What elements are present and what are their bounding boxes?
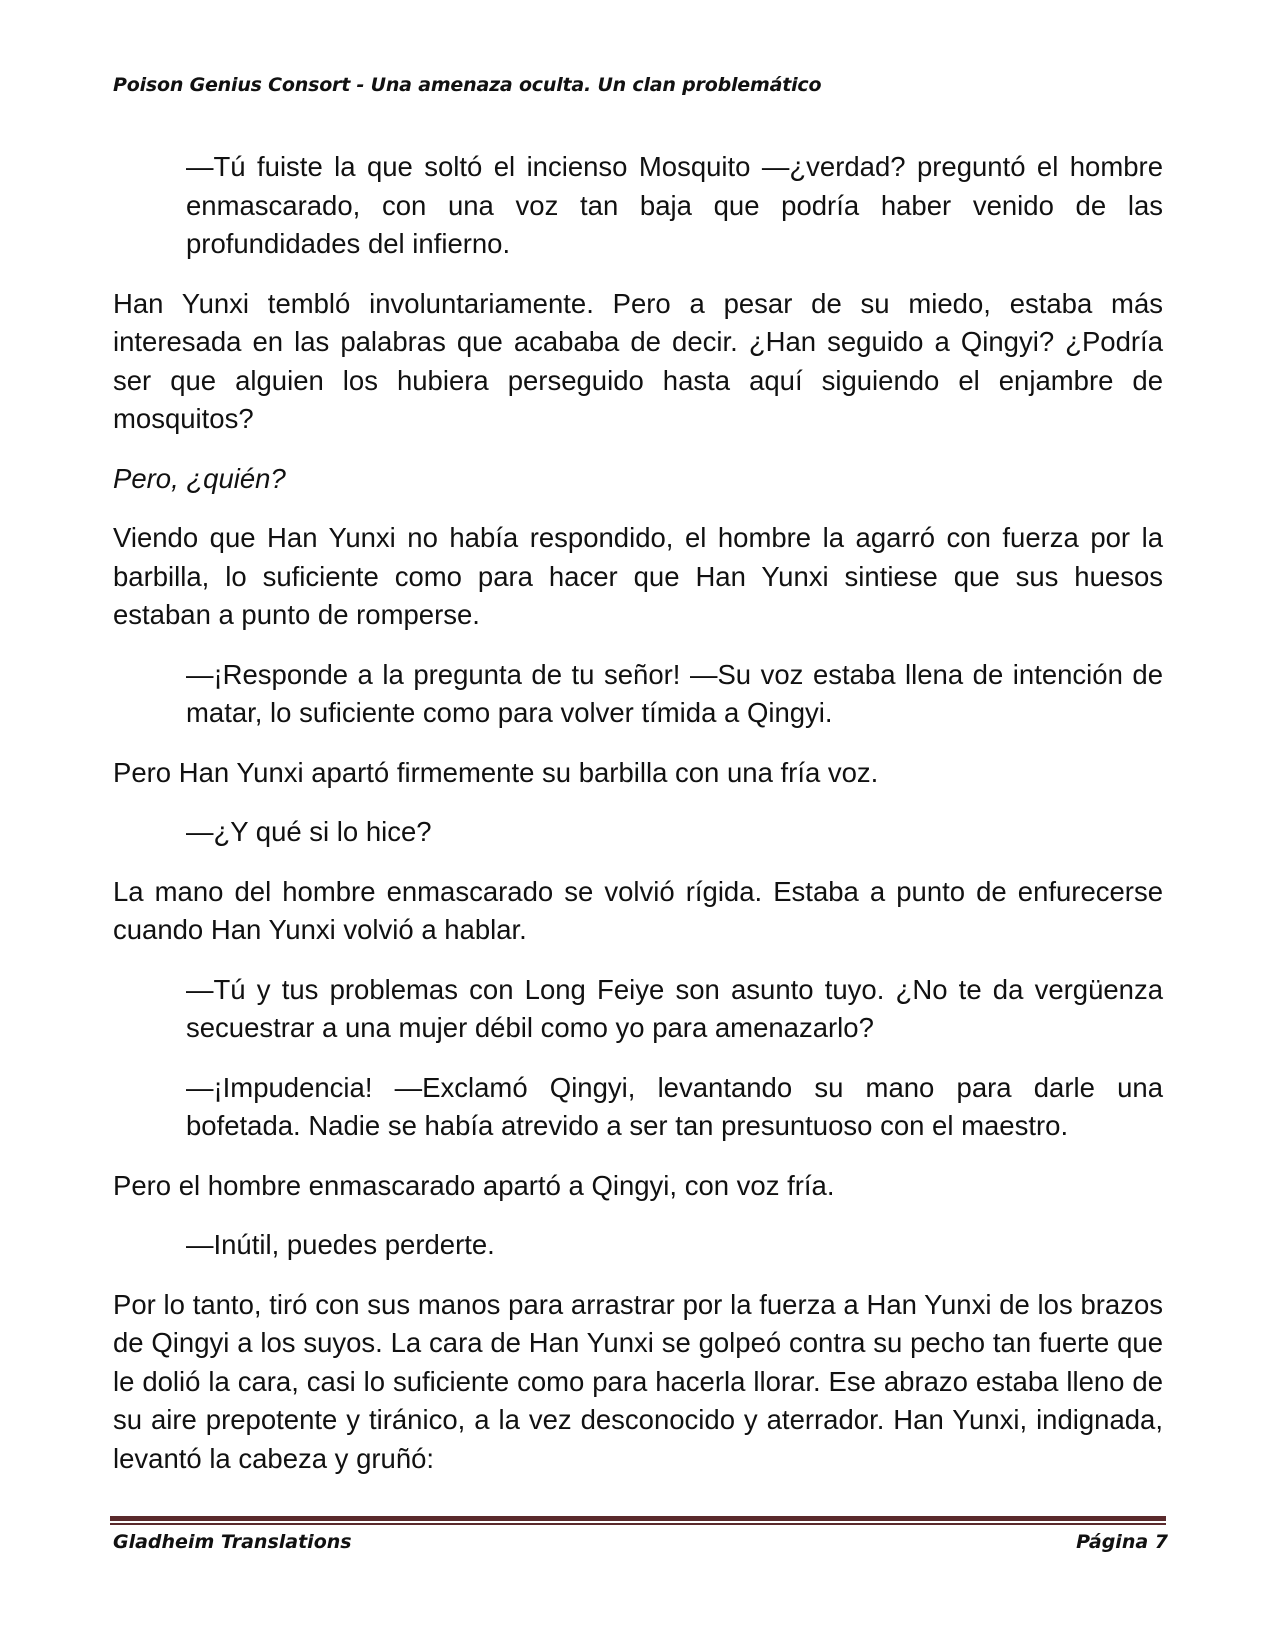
narration-paragraph: Pero Han Yunxi apartó firmemente su barbilla con una fría voz. [113, 756, 879, 788]
dialogue-paragraph: —¡Impudencia! —Exclamó Qingyi, levantando su mano para darle una bofetada. Nadie se había atrevido a ser tan presuntuoso con el maestro. [186, 1071, 1163, 1141]
narration-paragraph: Viendo que Han Yunxi no había respondido, el hombre la agarró con fuerza por la barbilla, lo suficiente como para hacer que Han Yunxi sintiese que sus huesos estaban a punto de romperse. [113, 522, 1163, 630]
dialogue-paragraph: —¿Y qué si lo hice? [186, 816, 432, 847]
narration-paragraph: La mano del hombre enmascarado se volvió rígida. Estaba a punto de enfurecerse cuando Han Yunxi volvió a hablar. [113, 875, 1163, 945]
thought-paragraph: Pero, ¿quién? [113, 462, 286, 494]
dialogue-paragraph: —¡Responde a la pregunta de tu señor! —Su voz estaba llena de intención de matar, lo suficiente como para volver tímida a Qingyi. [186, 658, 1163, 728]
narration-paragraph: Han Yunxi tembló involuntariamente. Pero a pesar de su miedo, estaba más interesada en las palabras que acababa de decir. ¿Han seguido a Qingyi? ¿Podría ser que alguien los hubiera perseguido hasta aquí siguiendo el enjambre de mosquitos? [113, 287, 1163, 434]
narration-paragraph: Pero el hombre enmascarado apartó a Qingyi, con voz fría. [113, 1169, 835, 1201]
footer-publisher: Gladheim Translations [113, 1531, 352, 1553]
dialogue-paragraph: —Inútil, puedes perderte. [186, 1229, 495, 1260]
narration-paragraph: Por lo tanto, tiró con sus manos para arrastrar por la fuerza a Han Yunxi de los brazos de Qingyi a los suyos. La cara de Han Yunxi se golpeó contra su pecho tan fuerte que le dolió la cara, casi lo suficiente como para hacerla llorar. Ese abrazo estaba lleno de su aire prepotente y tiránico, a la vez desconocido y aterrador. Han Yunxi, indignada, levantó la cabeza y gruñó: [113, 1288, 1163, 1474]
footer-divider-thick-line [110, 1516, 1166, 1521]
footer-divider-thin-line [110, 1523, 1166, 1525]
body-text [113, 148, 1163, 1499]
dialogue-paragraph: —Tú fuiste la que soltó el incienso Mosquito —¿verdad? preguntó el hombre enmascarado, con una voz tan baja que podría haber venido de las profundidades del infierno. [186, 151, 1163, 259]
running-header: Poison Genius Consort - Una amenaza oculta. Un clan problemático [113, 74, 822, 96]
footer-divider [110, 1516, 1166, 1526]
page-number: Página 7 [1076, 1531, 1168, 1553]
dialogue-paragraph: —Tú y tus problemas con Long Feiye son asunto tuyo. ¿No te da vergüenza secuestrar a una mujer débil como yo para amenazarlo? [186, 973, 1163, 1043]
